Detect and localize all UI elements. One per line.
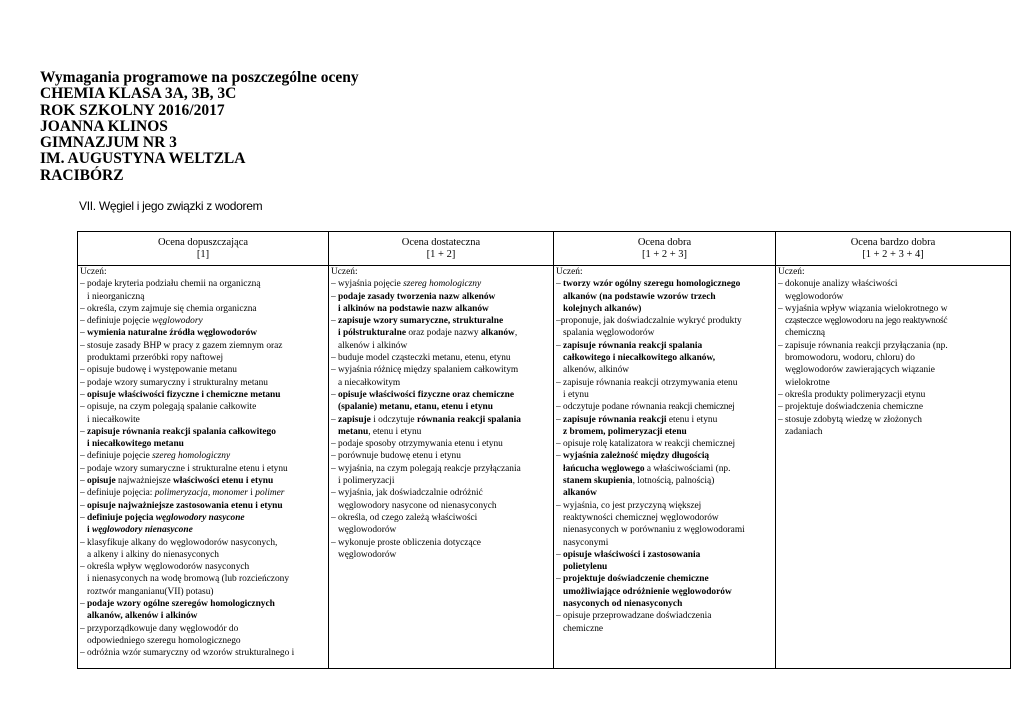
requirement-text: opisuje właściwości fizyczne i chemiczne metanu: [87, 389, 281, 400]
requirement-text: wyjaśnia zależność między długością: [563, 451, 710, 462]
requirement-text: nasyconych od nienasyconych: [563, 599, 683, 610]
requirement-line: [80, 561, 326, 573]
requirement-line: [556, 278, 773, 290]
requirement-text: polimer: [255, 488, 285, 499]
requirement-text: etenu i etynu: [666, 414, 718, 425]
requirement-text: oraz podaje nazwy: [405, 328, 481, 339]
requirement-text: opisuje: [87, 476, 116, 487]
requirements-cell-grade-4: [776, 266, 1011, 669]
requirement-line: [80, 623, 326, 635]
requirement-text: – buduje model cząsteczki metanu, etenu, etynu: [331, 353, 511, 364]
requirement-line: [80, 610, 326, 622]
column-header-grade-2: [329, 232, 554, 266]
requirement-text: najważniejsze: [115, 476, 173, 487]
column-scale: [1 + 2 + 3 + 4]: [862, 248, 924, 260]
requirement-text: Uczeń:: [331, 267, 358, 277]
requirement-text: –: [80, 512, 88, 523]
requirements-table: [77, 231, 1011, 669]
requirement-line: [80, 524, 326, 536]
requirement-text: cząsteczce węglowodoru na jego reaktywność: [785, 316, 948, 327]
requirement-text: zapisuje: [338, 414, 371, 425]
requirement-text: równania reakcji spalania: [416, 414, 521, 425]
requirement-line: [331, 524, 551, 536]
requirement-text: – opisuje rolę katalizatora w reakcji chemicznej: [556, 439, 736, 450]
requirement-text: reakcji chemicznej: [668, 402, 735, 413]
column-header-grade-3: [554, 232, 776, 266]
requirement-line: [80, 364, 326, 376]
requirement-text: i odczytuje: [370, 414, 417, 425]
requirement-text: – przyporządkowuje dany węglowodór do: [80, 623, 239, 634]
requirement-line: [331, 303, 551, 315]
requirement-text: – opisuje przeprowadzane doświadczenia: [556, 611, 712, 622]
requirement-text: i nieorganiczną: [87, 291, 145, 302]
requirement-text: opisuje właściwości fizyczne oraz chemiczne: [338, 389, 515, 400]
requirement-text: i półstrukturalne: [338, 328, 406, 339]
requirement-line: [331, 500, 551, 512]
column-title: Ocena dostateczna: [401, 236, 481, 248]
requirement-text: węglowodory nasycone od nienasyconych: [338, 500, 497, 511]
cell-intro-label: [331, 266, 551, 278]
requirements-cell-grade-1: [78, 266, 329, 669]
cell-intro-label: [80, 266, 326, 278]
header-title: Wymagania programowe na poszczególne oceny: [40, 69, 359, 86]
requirement-line: [778, 364, 1008, 376]
requirement-text: monomer: [212, 488, 248, 499]
requirement-text: (spalanie) metanu, etanu, etenu i etynu: [338, 402, 493, 413]
requirement-line: [778, 414, 1008, 426]
cell-intro-label: [556, 266, 773, 278]
header-city: RACIBÓRZ: [40, 166, 124, 184]
column-title: Ocena bardzo dobra: [850, 236, 936, 248]
requirement-line: [556, 315, 773, 327]
requirement-text: i polimeryzacji: [338, 476, 395, 487]
requirement-text: – klasyfikuje alkany do węglowodorów nasyconych,: [80, 537, 278, 548]
requirement-text: – wyjaśnia, na czym polegają reakcje przyłączania: [331, 463, 521, 474]
requirement-line: [556, 377, 773, 389]
requirements-cell-grade-2: [329, 266, 554, 669]
requirement-text: opisuje właściwości i zastosowania: [563, 549, 701, 560]
requirement-line: [778, 303, 1008, 315]
requirement-text: chemiczne: [563, 623, 604, 634]
requirement-line: [556, 623, 773, 635]
cell-intro-label: [778, 266, 1008, 278]
requirement-text: tworzy wzór ogólny szeregu homologicznego: [563, 279, 741, 290]
requirement-text: spalania węglowodorów: [563, 328, 655, 339]
requirement-text: a niecałkowitym: [338, 377, 401, 388]
requirement-line: [331, 364, 551, 376]
requirement-text: węglowodory: [152, 316, 203, 327]
requirement-line: [556, 463, 773, 475]
requirement-line: [80, 315, 326, 327]
requirement-text: reaktywności chemicznej węglowodorów: [563, 512, 719, 523]
requirement-text: węglowodorów: [338, 549, 397, 560]
requirement-text: –: [80, 328, 88, 339]
requirements-cell-grade-3: [554, 266, 776, 669]
requirement-text: szereg homologiczny: [403, 279, 482, 290]
header-patron: IM. AUGUSTYNA WELTZLA: [40, 150, 246, 168]
requirement-text: – wykonuje proste obliczenia dotyczące: [331, 537, 481, 548]
requirement-line: [556, 327, 773, 339]
requirement-text: – wyjaśnia wpływ wiązania wielokrotnego w: [778, 303, 948, 314]
table-row: [78, 266, 1011, 669]
column-header-grade-1: [78, 232, 329, 266]
requirement-text: polietylenu: [563, 562, 608, 573]
requirement-line: [80, 340, 326, 352]
requirement-line: [331, 340, 551, 352]
requirement-line: [331, 438, 551, 450]
requirement-text: –: [80, 500, 88, 511]
requirement-text: – wyjaśnia różnicę między spalaniem całkowitym: [331, 365, 519, 376]
requirement-text: – określa wpływ węglowodorów nasyconych: [80, 562, 250, 573]
requirement-text: – porównuje budowę etenu i etynu: [331, 451, 461, 462]
requirement-line: [556, 561, 773, 573]
requirement-line: [556, 512, 773, 524]
requirement-text: – zapisuje równania reakcji otrzymywania etenu: [556, 377, 738, 388]
requirement-line: [331, 426, 551, 438]
requirement-line: [556, 537, 773, 549]
requirement-text: i nienasyconych na wodę bromową (lub rozcieńczony: [87, 574, 290, 585]
requirement-text: projektuje doświadczenie chemiczne: [563, 574, 709, 585]
requirement-text: –: [80, 389, 88, 400]
requirement-text: – stosuje zdobytą wiedzę w złożonych: [778, 414, 922, 425]
requirement-text: i niecałkowite: [87, 414, 140, 425]
requirement-text: alkenów, alkinów: [563, 365, 630, 376]
requirement-text: z bromem, polimeryzacji etenu: [563, 426, 687, 437]
requirement-text: – wyjaśnia, co jest przyczyną większej: [556, 500, 702, 511]
requirement-text: alkanów: [563, 488, 597, 499]
requirement-text: , etenu i etynu: [368, 426, 422, 437]
requirement-text: – opisuje budowę i występowanie metanu: [80, 365, 237, 376]
requirement-text: Uczeń:: [778, 267, 805, 277]
requirement-line: [331, 537, 551, 549]
requirement-line: [80, 463, 326, 475]
requirement-text: węglowodory nasycone: [155, 512, 245, 523]
requirement-line: [778, 340, 1008, 352]
requirement-text: – podaje kryteria podziału chemii na organiczną: [80, 279, 261, 290]
requirement-text: i: [247, 488, 256, 499]
requirement-line: [80, 327, 326, 339]
requirement-text: zapisuje równania reakcji spalania całkowitego: [87, 426, 276, 437]
requirement-text: łańcucha węglowego: [563, 463, 645, 474]
requirement-text: – określa, czym zajmuje się chemia organiczna: [80, 303, 257, 314]
column-title: Ocena dopuszczająca: [157, 236, 249, 248]
requirement-line: [80, 573, 326, 585]
requirement-line: [556, 586, 773, 598]
header-classes: CHEMIA KLASA 3A, 3B, 3C: [40, 85, 237, 103]
requirement-text: i niecałkowitego metanu: [87, 439, 184, 450]
requirement-line: [331, 377, 551, 389]
requirement-line: [80, 549, 326, 561]
requirement-line: [80, 401, 326, 413]
requirement-text: – podaje wzory sumaryczny i strukturalny metanu: [80, 377, 268, 388]
requirement-text: – projektuje doświadczenia chemiczne: [778, 402, 923, 413]
requirement-text: – wyjaśnia pojęcie: [331, 279, 404, 290]
requirement-line: [80, 414, 326, 426]
requirement-line: [80, 598, 326, 610]
requirement-text: węglowodorów: [338, 525, 397, 536]
requirement-text: odpowiedniego szeregu homologicznego: [87, 635, 241, 646]
requirement-line: [556, 389, 773, 401]
requirement-line: [556, 352, 773, 364]
requirement-text: definiuje pojęcia: [87, 512, 156, 523]
requirement-line: [556, 487, 773, 499]
requirement-line: [556, 475, 773, 487]
requirement-line: [80, 537, 326, 549]
requirement-line: [778, 352, 1008, 364]
requirement-line: [80, 647, 326, 659]
requirement-text: – definiuje pojęcia:: [80, 488, 155, 499]
column-scale: [1]: [196, 248, 210, 260]
requirement-line: [331, 389, 551, 401]
requirement-text: –: [556, 574, 564, 585]
requirement-text: ,: [514, 328, 518, 339]
requirement-text: zadaniach: [785, 426, 823, 437]
requirement-line: [80, 586, 326, 598]
requirement-line: [556, 340, 773, 352]
requirement-line: [778, 315, 1008, 327]
column-header-grade-4: [776, 232, 1011, 266]
requirement-text: Uczeń:: [556, 267, 583, 277]
requirement-text: umożliwiające odróżnienie węglowodorów: [563, 586, 732, 597]
column-title: Ocena dobra: [637, 236, 692, 248]
requirement-text: podaje wzory ogólne szeregów homologicznych: [87, 599, 275, 610]
requirement-line: [778, 426, 1008, 438]
requirement-text: –: [331, 291, 339, 302]
requirement-text: –: [556, 279, 564, 290]
requirement-text: –: [556, 549, 564, 560]
requirement-text: – dokonuje analizy właściwości: [778, 279, 898, 290]
requirement-text: – opisuje, na czym polegają spalanie całkowite: [80, 402, 257, 413]
requirement-line: [778, 389, 1008, 401]
requirement-text: szereg homologiczny: [152, 451, 231, 462]
requirement-text: –: [331, 389, 339, 400]
requirement-line: [80, 487, 326, 499]
requirement-line: [556, 291, 773, 303]
requirement-text: właściwości etenu i etynu: [172, 476, 274, 487]
document-header: [40, 70, 359, 184]
requirement-line: [331, 291, 551, 303]
requirement-line: [80, 426, 326, 438]
requirement-text: alkanów (na podstawie wzorów trzech: [563, 291, 716, 302]
requirement-text: –: [80, 599, 88, 610]
requirement-text: alkenów i alkinów: [338, 340, 408, 351]
requirement-text: –proponuje, jak doświadczalnie wykryć produkty: [556, 316, 742, 327]
requirement-line: [331, 352, 551, 364]
requirement-line: [556, 438, 773, 450]
requirement-line: [778, 377, 1008, 389]
requirement-line: [778, 401, 1008, 413]
requirement-text: –: [80, 476, 88, 487]
requirement-line: [331, 327, 551, 339]
requirement-text: –: [556, 340, 564, 351]
requirement-line: [556, 549, 773, 561]
requirement-line: [80, 450, 326, 462]
requirement-text: nasyconymi: [563, 537, 609, 548]
requirement-text: alkanów, alkenów i alkinów: [87, 611, 198, 622]
requirement-text: – podaje wzory sumaryczne i strukturalne etenu i etynu: [80, 463, 288, 474]
requirement-line: [80, 389, 326, 401]
requirement-line: [778, 291, 1008, 303]
requirement-line: [80, 278, 326, 290]
requirement-line: [331, 549, 551, 561]
requirement-text: – stosuje zasady BHP w pracy z gazem ziemnym oraz: [80, 340, 283, 351]
requirement-text: – określa produkty polimeryzacji etynu: [778, 389, 926, 400]
requirement-line: [331, 414, 551, 426]
requirement-text: – zapisuje równania reakcji przyłączania (np.: [778, 340, 948, 351]
requirement-text: polimeryzacja: [154, 488, 208, 499]
requirement-text: zapisuje równania reakcji: [563, 414, 667, 425]
requirement-line: [556, 303, 773, 315]
requirement-text: metanu: [338, 426, 369, 437]
requirement-line: [80, 303, 326, 315]
requirement-text: –: [80, 426, 88, 437]
column-scale: [1 + 2]: [426, 248, 456, 260]
requirement-line: [331, 315, 551, 327]
requirement-line: [80, 438, 326, 450]
requirement-text: – odczytuje podane równania: [556, 402, 669, 413]
requirement-text: i etynu: [563, 389, 589, 400]
header-school: GIMNAZJUM NR 3: [40, 134, 177, 152]
requirement-line: [556, 450, 773, 462]
requirement-line: [80, 512, 326, 524]
requirement-line: [556, 573, 773, 585]
requirement-text: alkanów: [480, 328, 515, 339]
requirement-line: [331, 401, 551, 413]
requirement-line: [331, 487, 551, 499]
requirement-text: –: [331, 414, 339, 425]
requirement-text: – definiuje pojęcie: [80, 451, 153, 462]
requirement-line: [331, 278, 551, 290]
requirement-text: , lotnością, palnością): [632, 476, 715, 487]
requirement-line: [556, 401, 773, 413]
requirement-text: zapisuje równania reakcji spalania: [563, 340, 703, 351]
requirement-text: ,: [207, 488, 213, 499]
column-scale: [1 + 2 + 3]: [641, 248, 688, 260]
requirement-line: [778, 327, 1008, 339]
requirement-text: węglowodorów zawierających wiązanie: [785, 365, 935, 376]
requirement-line: [556, 414, 773, 426]
table-header-row: [78, 232, 1011, 266]
requirement-line: [331, 475, 551, 487]
requirement-text: wielokrotne: [785, 377, 830, 388]
requirement-line: [80, 475, 326, 487]
requirement-text: kolejnych alkanów): [563, 303, 642, 314]
requirement-line: [778, 278, 1008, 290]
requirement-line: [80, 291, 326, 303]
requirement-line: [331, 450, 551, 462]
requirement-text: wymienia naturalne źródła węglowodorów: [87, 328, 258, 339]
requirement-text: –: [331, 316, 339, 327]
requirement-text: – odróżnia wzór sumaryczny od wzorów strukturalnego i: [80, 648, 295, 659]
requirement-line: [556, 500, 773, 512]
requirement-text: – definiuje pojęcie: [80, 316, 153, 327]
requirement-text: i alkinów na podstawie nazw alkanów: [338, 303, 489, 314]
requirement-text: a alkeny i alkiny do nienasyconych: [87, 549, 219, 560]
requirement-line: [80, 352, 326, 364]
requirement-line: [556, 364, 773, 376]
requirement-text: Uczeń:: [80, 267, 107, 277]
requirement-text: a właściwościami (np.: [644, 463, 731, 474]
requirement-line: [331, 512, 551, 524]
header-school-year: ROK SZKOLNY 2016/2017: [40, 101, 225, 119]
header-teacher: JOANNA KLINOS: [40, 117, 168, 135]
requirement-text: węglowodorów: [785, 291, 844, 302]
requirement-text: – określa, od czego zależą właściwości: [331, 512, 478, 523]
requirement-text: bromowodoru, wodoru, chloru) do: [785, 353, 915, 364]
requirement-line: [556, 426, 773, 438]
requirement-text: nienasyconych w porównaniu z węglowodorami: [563, 525, 745, 536]
requirement-text: –: [556, 451, 564, 462]
requirement-line: [556, 524, 773, 536]
requirement-text: zapisuje wzory sumaryczne, strukturalne: [338, 316, 504, 327]
requirement-line: [80, 500, 326, 512]
requirement-text: – podaje sposoby otrzymywania etenu i etynu: [331, 439, 503, 450]
requirement-text: węglowodory nienasycone: [91, 525, 193, 536]
requirement-text: stanem skupienia: [563, 476, 633, 487]
requirement-text: chemiczną: [785, 328, 826, 339]
requirement-line: [331, 463, 551, 475]
requirement-text: – wyjaśnia, jak doświadczalnie odróżnić: [331, 488, 483, 499]
requirement-line: [80, 377, 326, 389]
requirement-text: podaje zasady tworzenia nazw alkenów: [338, 291, 496, 302]
requirement-text: –: [556, 414, 564, 425]
requirement-text: i: [87, 525, 92, 536]
requirement-line: [80, 635, 326, 647]
requirement-line: [556, 610, 773, 622]
requirement-text: opisuje najważniejsze zastosowania etenu i etynu: [87, 500, 283, 511]
requirement-text: produktami przeróbki ropy naftowej: [87, 353, 224, 364]
requirement-text: całkowitego i niecałkowitego alkanów,: [563, 353, 716, 364]
requirement-line: [556, 598, 773, 610]
requirement-text: roztwór manganianu(VII) potasu): [87, 586, 214, 597]
section-title: VII. Węgiel i jego związki z wodorem: [79, 199, 263, 213]
